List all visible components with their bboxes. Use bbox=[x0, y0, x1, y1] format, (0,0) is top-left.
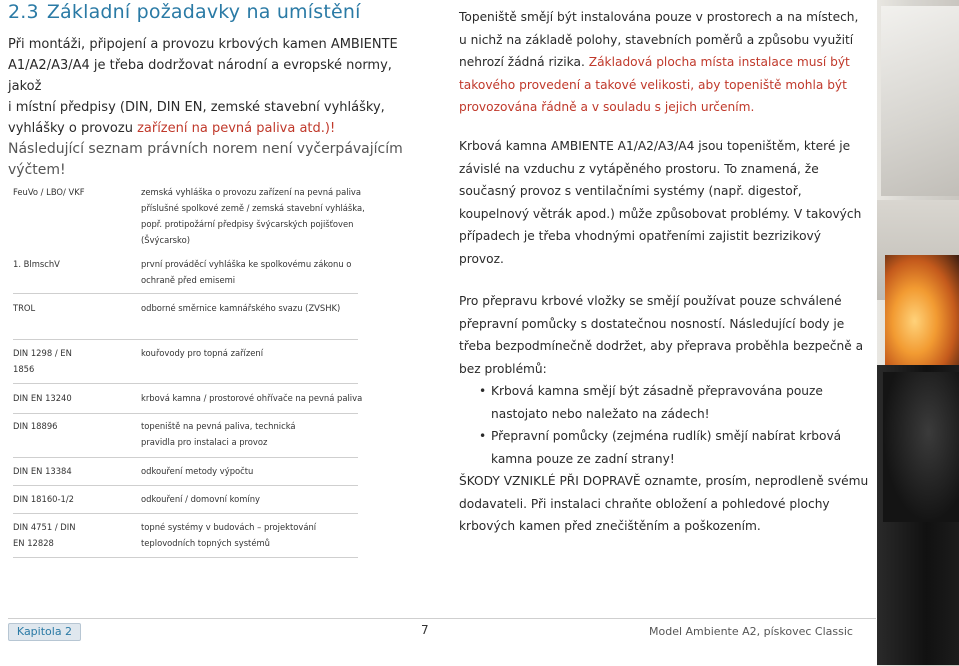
transport-intro: Pro přepravu krbové vložky se smějí používat pouze schválené přepravní pomůcky s dostatečnou nosností. Následující body je třeba bezpodmínečně dodržet, aby přeprava proběhla bezpečně a bez problémů: bbox=[459, 294, 864, 376]
reg-desc: kouřovody pro topná zařízení bbox=[141, 348, 264, 358]
reg-code: FeuVo / LBO/ VKF bbox=[13, 187, 85, 197]
list-item: • Krbová kamna smějí být zásadně přepravována pouze nastojato nebo naležato na zádech! bbox=[459, 380, 869, 425]
stove-photo bbox=[877, 0, 959, 666]
divider bbox=[13, 383, 358, 384]
intro-line: i místní předpisy (DIN, DIN EN, zemské stavební vyhlášky, bbox=[8, 100, 385, 115]
divider bbox=[13, 485, 358, 486]
divider bbox=[13, 557, 358, 558]
reg-code: DIN EN 13384 bbox=[13, 466, 72, 476]
footer-divider bbox=[8, 618, 876, 619]
reg-code: DIN 4751 / DIN EN 12828 bbox=[13, 522, 76, 548]
divider bbox=[13, 339, 358, 340]
location-paragraph bbox=[459, 6, 869, 119]
page-number: 7 bbox=[421, 623, 429, 637]
damage-notice: ŠKODY VZNIKLÉ PŘI DOPRAVĚ oznamte, prosím, neprodleně svému dodavateli. Při instalaci chraňte obložení a pohledové plochy krbových kamen před znečištěním a poškozením. bbox=[459, 474, 869, 533]
section-heading bbox=[8, 1, 361, 23]
reg-desc: zemská vyhláška o provozu zařízení na pevná paliva příslušné spolkové země / zemská stavební vyhláška, popř. protipožární předpisy švýcarských pojišťoven (Švýcarsko) bbox=[141, 187, 365, 245]
section-number: 2.3 bbox=[8, 1, 39, 23]
reg-desc: topné systémy v budovách – projektování teplovodních topných systémů bbox=[141, 522, 317, 548]
divider bbox=[13, 513, 358, 514]
intro-paragraph bbox=[8, 34, 428, 181]
intro-line: A1/A2/A3/A4 je třeba dodržovat národní a evropské normy, jakož bbox=[8, 58, 392, 94]
intro-line: Při montáži, připojení a provozu krbových kamen AMBIENTE bbox=[8, 37, 398, 52]
reg-desc: odkouření metody výpočtu bbox=[141, 466, 254, 476]
intro-text: vyhlášky o provozu bbox=[8, 121, 138, 136]
list-item: • Přepravní pomůcky (zejména rudlík) smějí nabírat krbová kamna pouze ze zadní strany! bbox=[459, 425, 869, 470]
intro-line bbox=[8, 118, 428, 139]
stove-glass bbox=[883, 372, 959, 522]
air-supply-paragraph: Krbová kamna AMBIENTE A1/A2/A3/A4 jsou topeništěm, které je závislé na vzduchu z vytápěného prostoru. To znamená, že současný provoz s ventilačními systémy (např. digestoř, koupelnový větrák apod.) může způsobovat problémy. V takových případech je třeba vhodnými opatřeními zajistit bezrizikový provoz. bbox=[459, 139, 862, 266]
divider bbox=[13, 413, 358, 414]
transport-section bbox=[459, 290, 869, 538]
divider bbox=[13, 457, 358, 458]
reg-code: DIN 1298 / EN 1856 bbox=[13, 348, 72, 374]
fire-window bbox=[885, 255, 959, 365]
chapter-label: Kapitola 2 bbox=[8, 623, 81, 641]
reg-code: DIN 18160-1/2 bbox=[13, 494, 74, 504]
reg-desc: odborné směrnice kamnářského svazu (ZVSHK) bbox=[141, 303, 341, 313]
intro-highlight: zařízení na pevná paliva atd.)! bbox=[137, 121, 336, 136]
intro-note: Následující seznam právních norem není vyčerpávajícím výčtem! bbox=[8, 141, 403, 178]
reg-code: 1. BlmschV bbox=[13, 259, 60, 269]
section-title: Základní požadavky na umístění bbox=[46, 1, 361, 23]
paragraph-highlight: Základová plocha místa instalace musí být takového provedení a takové velikosti, aby topeniště mohla být provozována řádně a v souladu s jejich určením. bbox=[459, 55, 850, 114]
reg-code: DIN 18896 bbox=[13, 421, 58, 431]
reg-code: TROL bbox=[13, 303, 36, 313]
stone-cladding bbox=[881, 6, 959, 196]
reg-desc: topeniště na pevná paliva, technická pravidla pro instalaci a provoz bbox=[141, 421, 296, 447]
reg-desc: krbová kamna / prostorové ohřívače na pevná paliva bbox=[141, 393, 363, 403]
reg-desc: první prováděcí vyhláška ke spolkovému zákonu o ochraně před emisemi bbox=[141, 259, 352, 285]
paragraph-text: Topeniště smějí být instalována pouze v prostorech a na místech, u nichž na základě polohy, stavebních poměrů a způsobu využití nehrozí žádná rizika. bbox=[459, 10, 859, 69]
divider bbox=[13, 293, 358, 294]
reg-code: DIN EN 13240 bbox=[13, 393, 72, 403]
model-label: Model Ambiente A2, pískovec Classic bbox=[649, 625, 853, 638]
reg-desc: odkouření / domovní komíny bbox=[141, 494, 261, 504]
transport-list bbox=[459, 380, 869, 470]
